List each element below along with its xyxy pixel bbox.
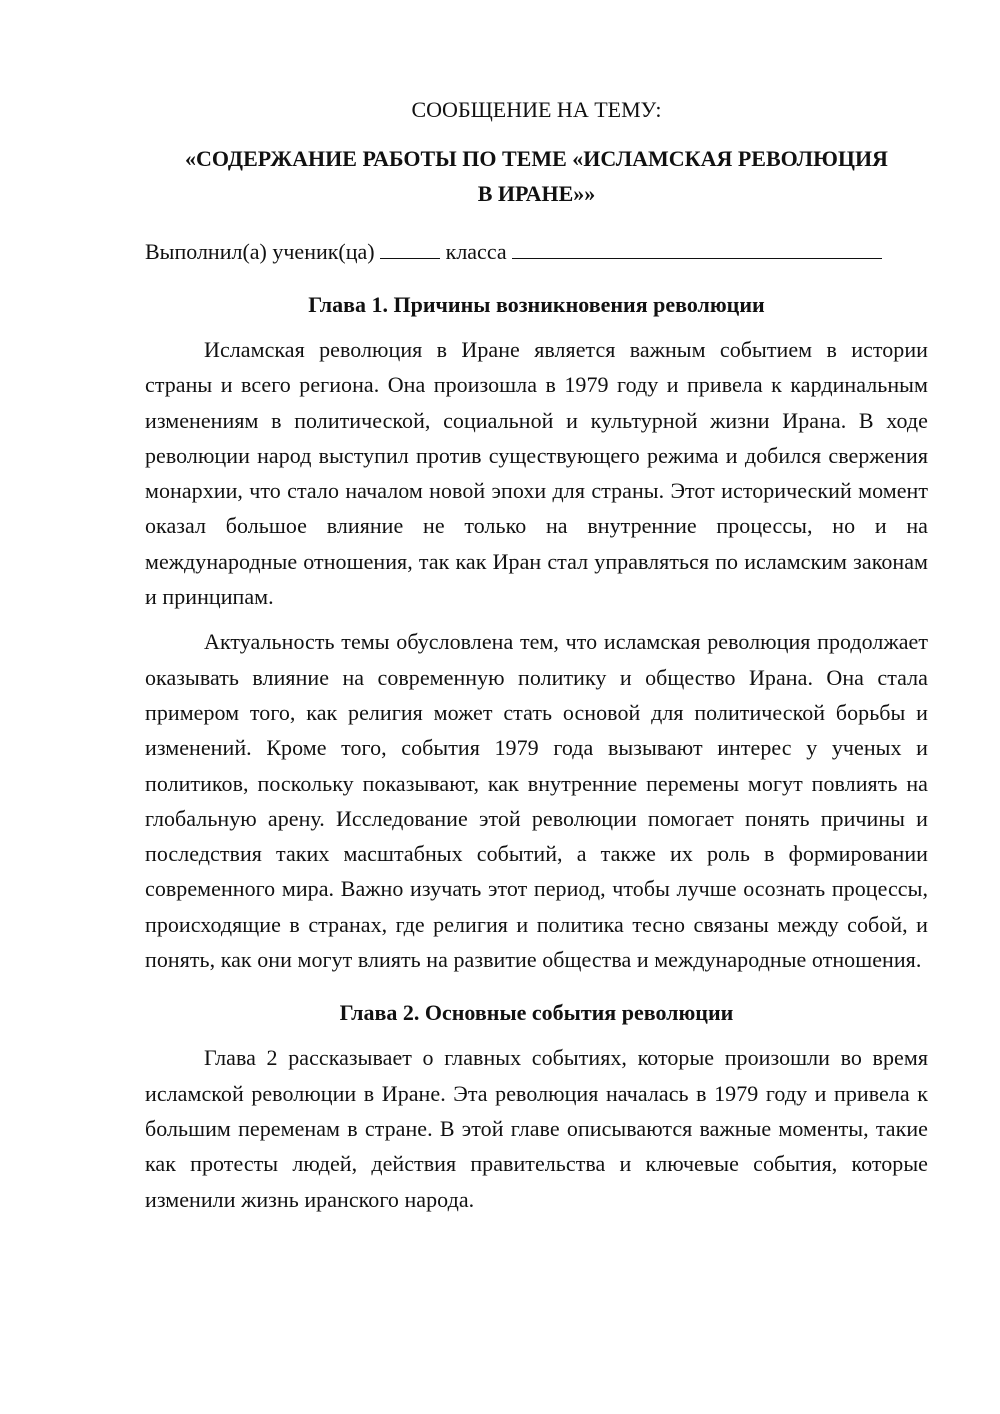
chapter-2-paragraph-1: Глава 2 рассказывает о главных событиях, которые произошли во время исламской революции в Иране. Эта революция началась в 1979 году и привела к большим переменам в стране. В этой главе описываются важные моменты, такие как протесты людей, действия правительства и ключевые события, которые изменили жизнь иранского народа. (145, 1045, 928, 1212)
document-page (145, 90, 928, 1217)
document-header: СООБЩЕНИЕ НА ТЕМУ: (411, 97, 662, 122)
grade-blank (380, 238, 440, 259)
author-line (145, 234, 928, 269)
chapter-2-heading: Глава 2. Основные события революции (339, 1000, 734, 1026)
name-blank (512, 238, 882, 259)
chapter-1-paragraph-1: Исламская революция в Иране является важным событием в истории страны и всего региона. Она произошла в 1979 году и привела к кардинальным изменениям в политической, социальной и культурной жизни Ирана. В ходе революции народ выступил против существующего режима и добился свержения монархии, что стало началом новой эпохи для страны. Этот исторический момент оказал большое влияние не только на внутренние процессы, но и на международные отношения, так как Иран стал управляться по исламским законам и принципам. (145, 336, 928, 610)
document-title-line-2: В ИРАНЕ»» (477, 181, 596, 207)
class-label: класса (445, 238, 507, 264)
document-title (145, 141, 928, 211)
chapter-1-paragraph-2: Актуальность темы обусловлена тем, что исламская революция продолжает оказывать влияние на современную политику и общество Ирана. Она стала примером того, как религия может стать основой для политической борьбы и изменений. Кроме того, события 1979 года вызывают интерес у ученых и политиков, поскольку показывают, как внутренние перемены могут повлиять на глобальную арену. Исследование этой революции помогает понять причины и последствия таких масштабных событий, а также их роль в формировании современного мира. Важно изучать этот период, чтобы лучше осознать процессы, происходящие в странах, где религия и политика тесно связаны между собой, и понять, как они могут влиять на развитие общества и международные отношения. (145, 629, 928, 972)
document-title-line-1: «СОДЕРЖАНИЕ РАБОТЫ ПО ТЕМЕ «ИСЛАМСКАЯ РЕВОЛЮЦИЯ (185, 146, 888, 172)
chapter-1-heading: Глава 1. Причины возникновения революции (308, 291, 765, 317)
author-prefix: Выполнил(а) ученик(ца) (145, 238, 375, 264)
